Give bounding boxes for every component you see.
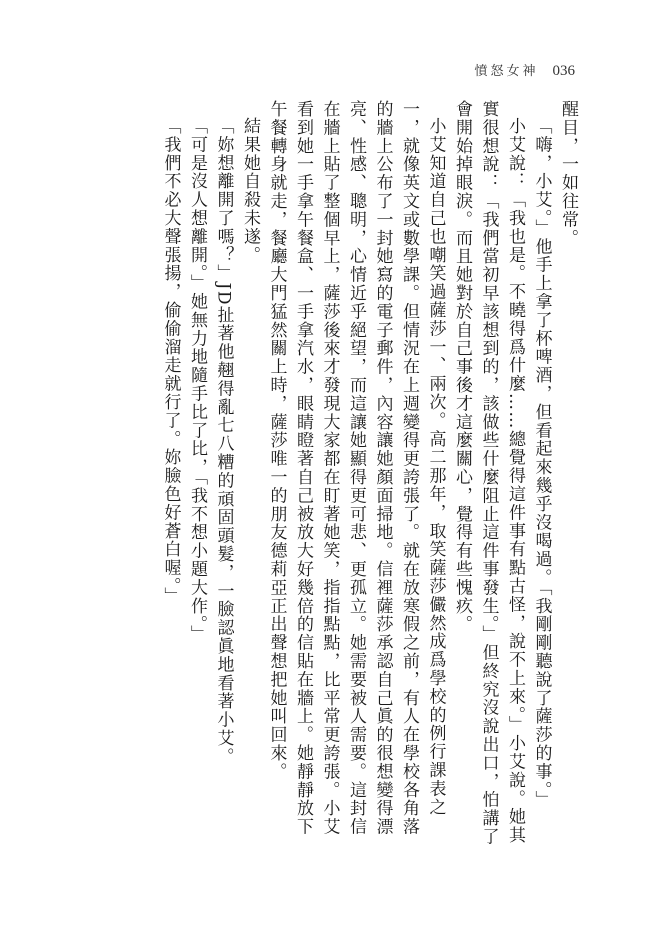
paragraph: 結果她自殺未遂。: [240, 117, 260, 265]
paragraph: 「我們不必大聲張揚，偷偷溜走就行了。妳臉色好蒼白喔。」: [160, 117, 181, 606]
paragraph: 「可是沒人想離開。」她無力地隨手比了比，「我不想小題大作。」: [187, 117, 207, 644]
paragraph: 「妳想離開了嗎？」JD扯著他翹得亂七八糟的頑固頭髮，一臉認眞地看著小艾。: [213, 117, 234, 766]
paragraph: 小艾知道自己也嘲笑過薩莎一、兩次。高二那年，取笑薩莎儼然成爲學校的例行課表之一，就像英文或數學課。但情況在上週變得更誇張了。就在放寒假之前，有人在學校各角落的牆上公布了一封她寫的電子郵件，內容讓她顏面掃地。信裡薩莎承認自己眞的很想變得漂亮、性感、聰明，心情近乎絕望，而這讓她顯得更可悲、更孤立。她需要被人需要。這封信在牆上貼了整個早上，薩莎後來才發現大家都在盯著她笑，指指點點，比平常更誇張。小艾看到她一手拿午餐盒、一手拿汽水，眼睛瞪著自己被放大好幾倍的信貼在牆上。她靜靜放下午餐轉身就走，餐廳大門猛然關上時，薩莎唯一的朋友德莉亞正出聲想把她叫回來。: [266, 100, 446, 836]
vertical-body-text: [61, 100, 581, 852]
paragraph: 醒目，一如往常。: [558, 100, 578, 248]
running-header: [474, 60, 575, 80]
page-number: 036: [552, 63, 575, 79]
paragraph: 小艾說：「我也是。不曉得爲什麼……總覺得這件事有點古怪，說不上來。」小艾說。她其實很想說：「我們當初早該想到的，該做些什麼阻止這件事發生。」但終究沒說出口，怕講了會開始掉眼淚。而且她對於自己事後才這麼關心，覺得有些愧疚。: [452, 100, 525, 846]
paragraph: 「嗨，小艾。」他手上拿了杯啤酒，但看起來幾乎沒喝過。「我剛剛聽說了薩莎的事。」: [531, 117, 552, 810]
book-title: 憤怒女神: [474, 64, 539, 79]
